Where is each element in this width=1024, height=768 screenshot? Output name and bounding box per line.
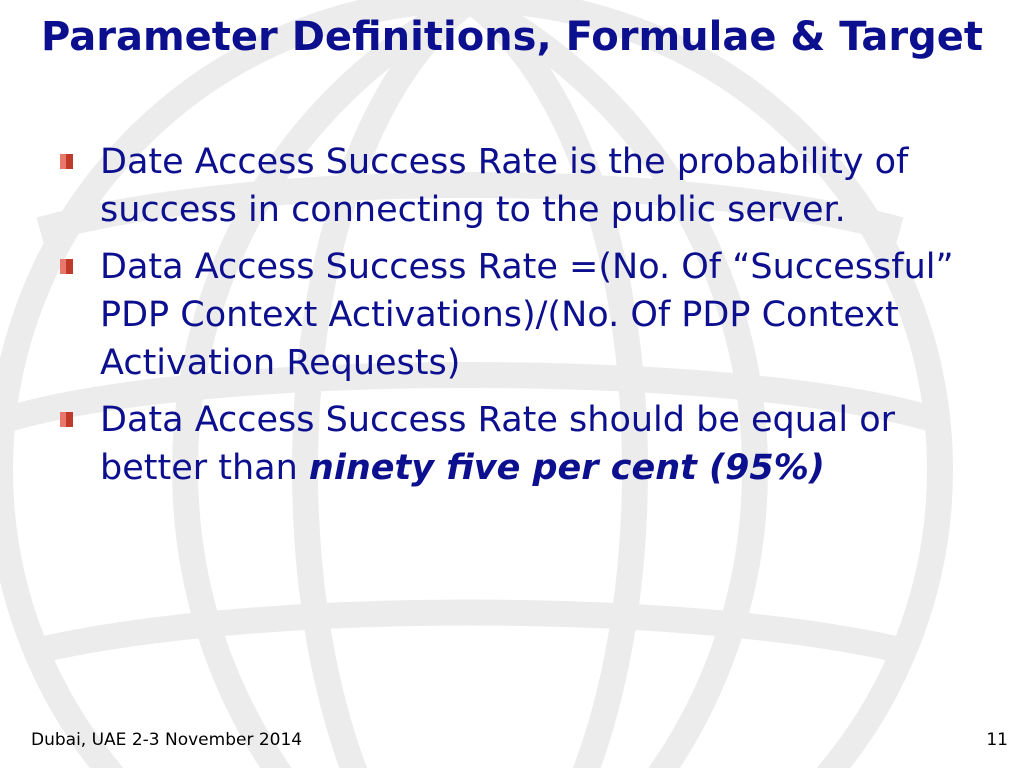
bullet-text: Data Access Success Rate =(No. Of “Successful” PDP Context Activations)/(No. Of PDP Context Activation Requests): [100, 247, 954, 383]
bullet-item-formula: [60, 243, 990, 387]
red-square-bullet-icon: [60, 412, 73, 427]
bullet-text: Date Access Success Rate is the probability of success in connecting to the public server.: [100, 142, 909, 230]
red-square-bullet-icon: [60, 259, 73, 274]
footer-location-date: Dubai, UAE 2-3 November 2014: [31, 730, 303, 750]
page-number: 11: [986, 730, 1008, 750]
bullet-text: Data Access Success Rate should be equal or better than: [100, 400, 896, 488]
bullet-item-target: [60, 396, 990, 492]
target-emphasis: ninety five per cent (95%): [308, 448, 825, 488]
slide-title: Parameter Definitions, Formulae & Target: [41, 14, 983, 60]
red-square-bullet-icon: [60, 154, 73, 169]
bullet-item-definition: [60, 138, 990, 234]
bullet-list: [60, 138, 990, 501]
